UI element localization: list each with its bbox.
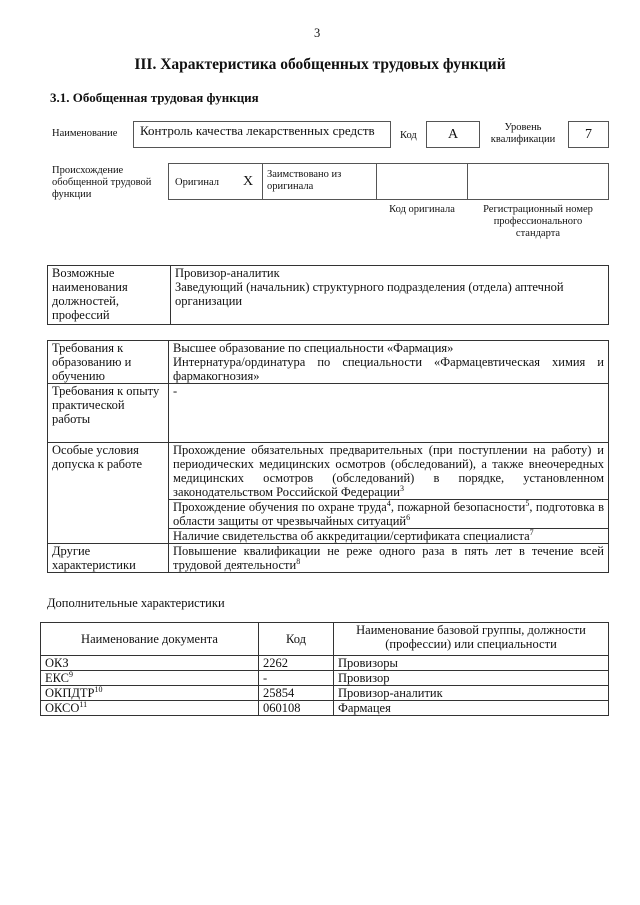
original-label: Оригинал: [175, 177, 219, 188]
doc-cell: ОКСО$^{11}$: [41, 701, 259, 716]
position-item: Провизор-аналитик: [175, 266, 280, 280]
subsection-title: 3.1. Обобщенная трудовая функция: [50, 90, 259, 105]
doc-cell: ЕКС$^9$: [41, 671, 259, 686]
name-cell: Фармацея: [334, 701, 609, 716]
education-item: Интернатура/ординатура по специальности «Фармацевтическая химия и фармакогнозия»: [173, 355, 604, 383]
experience-value: -: [169, 384, 609, 443]
table-row: [41, 686, 609, 701]
header-name: Наименование базовой группы, должности (профессии) или специальности: [334, 623, 609, 656]
origin-table: [168, 163, 609, 200]
header-code: Код: [259, 623, 334, 656]
safety-training-requirement: Прохождение обучения по охране труда$^4$, пожарной безопасности$^5$, подготовка в области защиты от чрезвычайных ситуаций$^6$: [169, 500, 609, 529]
code-value: A: [426, 121, 480, 148]
level-value: 7: [568, 121, 609, 148]
section-title: III. Характеристика обобщенных трудовых функций: [134, 56, 506, 73]
name-cell: Провизор: [334, 671, 609, 686]
requirements-table: [47, 340, 609, 573]
name-cell: Провизор-аналитик: [334, 686, 609, 701]
table-row: [41, 671, 609, 686]
additional-table: [40, 622, 609, 716]
code-cell: 25854: [259, 686, 334, 701]
name-value: Контроль качества лекарственных средств: [133, 121, 391, 148]
education-item: Высшее образование по специальности «Фармация»: [173, 341, 454, 355]
other-label: Другие характеристики: [48, 544, 169, 573]
code-cell: 060108: [259, 701, 334, 716]
doc-cell: ОКПДТР$^{10}$: [41, 686, 259, 701]
code-cell: 2262: [259, 656, 334, 671]
borrowed-label: Заимствовано из оригинала: [267, 169, 342, 192]
positions-label: Возможные наименования должностей, профессий: [48, 266, 171, 325]
table-row: [41, 701, 609, 716]
level-label: Уровень квалификации: [490, 122, 556, 145]
additional-title: Дополнительные характеристики: [47, 596, 225, 610]
origin-label: Происхождение обобщенной трудовой функции: [52, 165, 152, 200]
header-document: Наименование документа: [41, 623, 259, 656]
positions-table: [47, 265, 609, 325]
reg-number-caption: Регистрационный номер профессионального стандарта: [483, 204, 593, 239]
name-cell: Провизоры: [334, 656, 609, 671]
education-label: Требования к образованию и обучению: [48, 341, 169, 384]
page-number: 3: [314, 26, 321, 40]
experience-label: Требования к опыту практической работы: [48, 384, 169, 443]
doc-cell: ОКЗ: [41, 656, 259, 671]
original-code-caption: Код оригинала: [389, 204, 455, 215]
medical-exam-requirement: Прохождение обязательных предварительных (при поступлении на работу) и периодических медицинских осмотров (обследований), а также внеочередных медицинских осмотров (обследований) в порядке, установленном законодательством Российской Федерации$^3$: [169, 443, 609, 500]
position-item: Заведующий (начальник) структурного подразделения (отдела) аптечной организации: [175, 280, 564, 308]
other-value: Повышение квалификации не реже одного раза в пять лет в течение всей трудовой деятельности$^8$: [169, 544, 609, 573]
name-label: Наименование: [52, 128, 118, 139]
code-cell: -: [259, 671, 334, 686]
accreditation-requirement: Наличие свидетельства об аккредитации/сертификата специалиста$^7$: [169, 529, 609, 544]
special-conditions-label: Особые условия допуска к работе: [48, 443, 169, 544]
code-label: Код: [400, 130, 417, 141]
table-row: [41, 656, 609, 671]
original-mark: X: [243, 174, 254, 189]
